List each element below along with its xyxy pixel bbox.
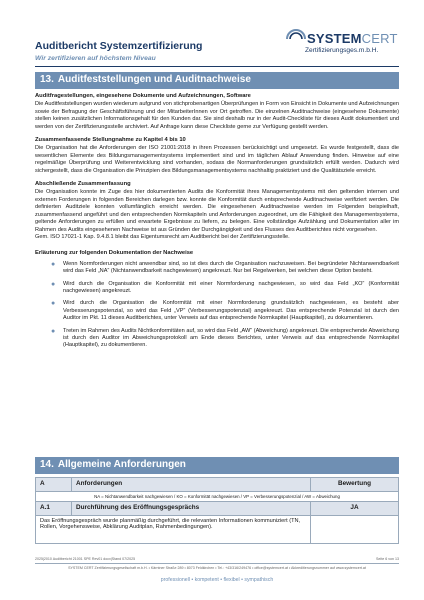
- section-14-number: 14.: [40, 459, 54, 470]
- block-final-summary-text: Die Organisation konnte im Zuge des hier dokumentierten Audits die Konformität ihres Managementsystems mit den geltenden internen und externen Forderungen in folgenden Bereichen darlegen bzw. konnte die Konformität durch entsprechende Auditnachweise verifiziert werden. Die definierten Auditziele konnten vollumfänglich erreicht werden. Die eingesehenen Auditnachweise werden im Folgenden beispielhaft, zusammenfassend angeführt und den entsprechenden Normkapiteln und Anforderungen zugeordnet, um die Fähigkeit des Managementsystems, geltende Anforderungen zu erfüllen und erwartete Ergebnisse zu liefern, zu belegen. Eine vollständige Aufzählung und Dokumentation aller im Rahmen des Audits eingesehenen Nachweise ist aus Gründen der Durchgängigkeit und des Flusses des Auditberichtes nicht vorgesehen.: [35, 189, 399, 233]
- block-final-summary-ownership: Gem. ISO 17021-1 Kap. 9.4.8.1 bleibt das Eigentumsrecht am Auditbericht bei der Zertifizierungsstelle.: [35, 233, 290, 240]
- requirements-table: [35, 477, 399, 544]
- header-id-cell: A: [36, 478, 72, 492]
- explanation-item-text: Wird durch die Organisation die Konformität mit einer Normforderung nachgewiesen, so wird das Feld „KO“ (Konformität nachgewiesen) angekreuzt.: [63, 280, 399, 294]
- explanation-item: [51, 328, 399, 350]
- block-documents-text: Die Auditfeststellungen wurden wiederum aufgrund von stichprobenartigen Überprüfungen in Form von Einsicht in Dokumente und Aufzeichnungen sowie der Befragung der Geschäftsführung und der MitarbeiterInnen vor Ort getroffen. Die einzelnen Auditnachweise (eingesehene Dokumente) stellen keinen zusätzlichen Informationsgehalt für den Kunden dar. Sie sind deshalb nur in der Audit-Checkliste für dieses Audit dokumentiert und werden von der Zertifizierungsstelle archiviert. Auf Anfrage kann diese Checkliste gerne zur Verfügung gestellt werden.: [35, 101, 399, 130]
- footer-divider: [35, 563, 399, 564]
- explanation-item-text: Treten im Rahmen des Audits Nichtkonformitäten auf, so wird das Feld „AW“ (Abweichung) angekreuzt. Die entsprechende Abweichung ist durch den Auditor im Abweichungsprotokoll am Ende dieses Berichtes, unter Verweis auf das entsprechende Normkapitel (Hauptkapitel), zu dokumentieren.: [63, 327, 399, 349]
- explanation-list: [51, 261, 399, 350]
- bullet-icon: ●: [51, 327, 56, 335]
- header-divider: [35, 66, 399, 67]
- section-13-title: Auditfeststellungen und Auditnachweise: [57, 74, 251, 85]
- explanation-item-text: Wenn Normforderungen nicht anwendbar sind, so ist dies durch die Organisation nachzuweisen. Bei begründeter Nichtanwendbarkeit wird das Feld „NA“ (Nichtanwendbarkeit nachgewiesen) angekreuzt. Nur bei Regelwerken, bei welchen diese Option besteht.: [63, 260, 399, 275]
- document-header: [35, 26, 399, 66]
- requirement-text-cell: Das Eröffnungsgespräch wurde planmäßig durchgeführt, die relevanten Informationen kommuniziert (TN, Rollen, Vorgehensweise, Abklärung Auditplan, Rahmenbedingungen).: [36, 516, 311, 544]
- block-final-summary: [35, 181, 399, 241]
- logo-word-b: CERT: [361, 31, 398, 46]
- requirement-id-cell: A.1: [36, 502, 72, 516]
- explanation-item: [51, 261, 399, 276]
- footer-page-number: Seite 6 von 13: [376, 557, 399, 561]
- explanation-item: [51, 300, 399, 322]
- block-summary-statement-heading: Zusammenfassende Stellungnahme zu Kapitel 4 bis 10: [35, 137, 186, 144]
- block-summary-statement-text: Die Organisation hat die Anforderungen der ISO 21001:2018 in ihren Prozessen berücksichtigt und umgesetzt. Es wurde festgestellt, dass die wesentlichen Elemente des Bildungsmanagementsystems implementiert sind und im täglichen Ablauf Anwendung finden. Hinweise auf eine regelmäßige Überprüfung und Weiterentwicklung sind vorhanden, sodass die Normanforderungen grundsätzlich erfüllt werden. Dadurch wird sichergestellt, dass die Organisation die Prinzipien des Bildungsmanagementsystems nachhaltig praktiziert und die Qualitätsziele erreicht.: [35, 145, 399, 174]
- logo-wordmark: [307, 31, 398, 46]
- section-14-banner: [35, 457, 399, 474]
- legend-cell: NA = Nichtanwendbarkeit nachgewiesen / KO = Konformität nachgewiesen / VP = Verbesserungspotenzial / AW = Abweichung: [36, 492, 399, 502]
- table-header-row: [36, 478, 399, 492]
- section-13-number: 13.: [40, 74, 54, 85]
- requirement-label-cell: Durchführung des Eröffnungsgesprächs: [72, 502, 311, 516]
- footer-address: SYSTEM CERT Zertifizierungsgesellschaft m.b.H. • Kärntner Straße 289 • 8073 Feldkirchen • Tel.: +43/316/249476 • office@systemcert.at • Akkreditierungsnummer auf www.systemcert.at: [68, 566, 366, 570]
- document-subtitle: Wir zertifizieren auf höchstem Niveau: [35, 55, 156, 62]
- document-title: Auditbericht Systemzertifizierung: [35, 40, 203, 52]
- bullet-icon: ●: [51, 260, 56, 268]
- footer-document-ref: 2025|2010 Auditbericht 21001 SPE Rev01 docx|Stand 07/2025: [35, 557, 136, 561]
- header-rating-cell: Bewertung: [311, 478, 399, 492]
- logo-subline: Zertifizierungsges.m.b.H.: [305, 47, 379, 54]
- block-final-summary-heading: Abschließende Zusammenfassung: [35, 181, 131, 188]
- table-legend-row: [36, 492, 399, 502]
- logo-mark-icon: [285, 28, 307, 50]
- bullet-icon: ●: [51, 300, 56, 308]
- bullet-icon: ●: [51, 280, 56, 288]
- requirement-empty-cell: [311, 516, 399, 544]
- explanation-item: [51, 281, 399, 296]
- block-documents-heading: Auditfragestellungen, eingesehene Dokumente und Aufzeichnungen, Software: [35, 93, 251, 99]
- section-13-content: [35, 93, 399, 356]
- requirement-rating-cell: JA: [311, 502, 399, 516]
- logo-word-a: SYSTEM: [307, 31, 362, 46]
- footer-tagline: professionell • kompetent • flexibel • sympathisch: [160, 577, 274, 583]
- block-documents: [35, 93, 399, 131]
- block-summary-statement: [35, 137, 399, 175]
- block-explanation-heading: Erläuterung zur folgenden Dokumentation der Nachweise: [35, 250, 194, 257]
- block-explanation: [35, 250, 399, 349]
- explanation-item-text: Wird durch die Organisation die Konformität mit einer Normforderung grundsätzlich nachgewiesen, es besteht aber Verbesserungspotenzial, so wird das Feld „VP“ (Verbesserungspotenzial) angekreuzt. Das entsprechende Potenzial ist durch den Auditor im Pkt. 11 dieses Auditberichtes, unter Verweis auf das entsprechende Normkapitel (Hauptkapitel), zu dokumentieren.: [63, 300, 399, 322]
- company-logo: [279, 26, 399, 62]
- table-row: [36, 502, 399, 516]
- section-13-banner: [35, 72, 399, 89]
- section-14-title: Allgemeine Anforderungen: [57, 459, 186, 470]
- header-label-cell: Anforderungen: [72, 478, 311, 492]
- table-row: [36, 516, 399, 544]
